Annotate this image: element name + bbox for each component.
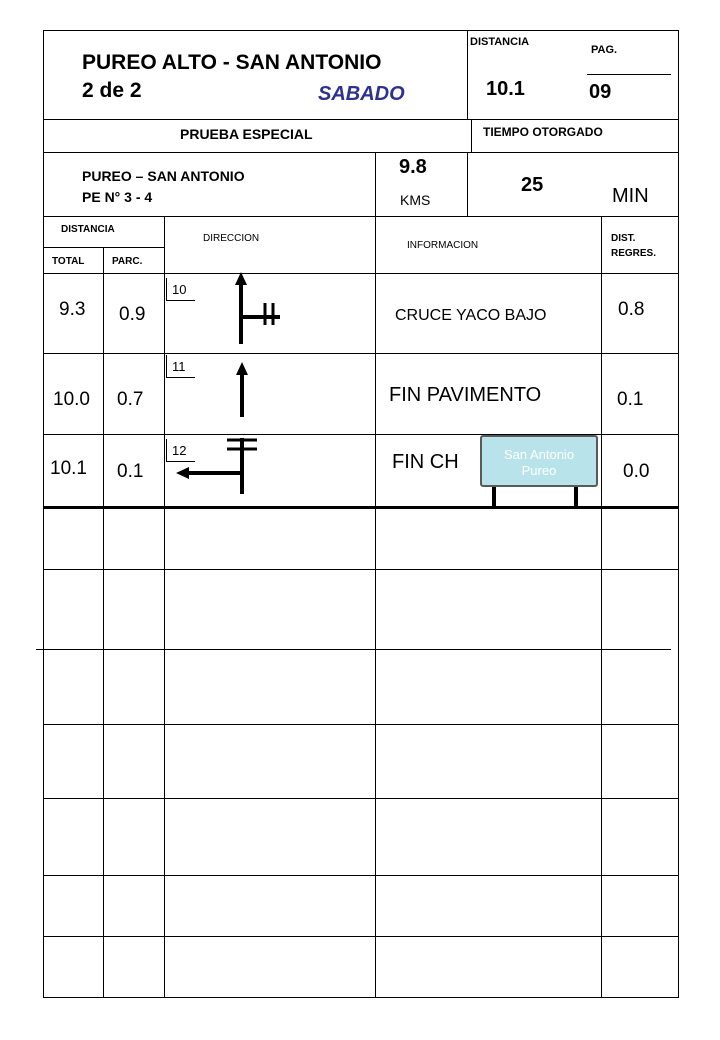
col-direction: DIRECCION xyxy=(203,233,260,244)
col-partial: PARC. xyxy=(112,256,143,267)
time-label: TIEMPO OTORGADO xyxy=(483,125,603,139)
stage-km: 9.8 xyxy=(399,156,427,178)
col-information: INFORMACION xyxy=(407,240,479,251)
straight-arrow-icon xyxy=(222,360,262,430)
partial-distance: 0.9 xyxy=(119,304,146,325)
instruction-number: 11 xyxy=(172,359,186,374)
title-line2: 2 de 2 xyxy=(82,79,142,102)
page-label: PAG. xyxy=(591,44,618,56)
col-remaining-line1: DIST. xyxy=(611,233,636,244)
total-distance: 10.0 xyxy=(53,389,90,410)
km-unit: KMS xyxy=(400,192,431,208)
instruction-number: 12 xyxy=(172,443,187,458)
remaining-distance: 0.1 xyxy=(617,389,644,410)
stage-name: PUREO – SAN ANTONIO xyxy=(82,168,245,184)
instruction-number-box xyxy=(166,355,195,378)
instruction-number-box xyxy=(166,278,195,301)
stage-code: PE N° 3 - 4 xyxy=(82,189,153,205)
sign-post-right xyxy=(574,487,578,506)
instruction-number: 10 xyxy=(172,282,187,297)
remaining-distance: 0.0 xyxy=(623,461,650,482)
straight-with-crossing-icon xyxy=(220,270,300,350)
page-value: 09 xyxy=(589,81,612,103)
col-distance: DISTANCIA xyxy=(61,224,115,235)
time-unit: MIN xyxy=(612,185,649,207)
sign-line1: San Antonio xyxy=(503,447,575,462)
total-distance: 10.1 xyxy=(50,458,87,479)
info-text: FIN CH xyxy=(392,451,459,473)
partial-distance: 0.7 xyxy=(117,389,144,410)
partial-distance: 0.1 xyxy=(117,461,144,482)
col-remaining-line2: REGRES. xyxy=(611,248,657,259)
total-distance: 9.3 xyxy=(59,299,86,320)
time-value: 25 xyxy=(521,174,544,196)
sign-line2: Pureo xyxy=(521,463,557,478)
info-text: FIN PAVIMENTO xyxy=(389,384,542,406)
col-total: TOTAL xyxy=(52,256,85,267)
day-label: SABADO xyxy=(318,83,405,105)
title-line1: PUREO ALTO - SAN ANTONIO xyxy=(82,51,382,74)
road-sign xyxy=(480,435,598,487)
remaining-distance: 0.8 xyxy=(618,299,645,320)
distance-value: 10.1 xyxy=(486,78,525,100)
section-label: PRUEBA ESPECIAL xyxy=(180,126,313,142)
sign-post-left xyxy=(492,487,496,506)
info-text: CRUCE YACO BAJO xyxy=(395,307,547,324)
turn-left-icon xyxy=(172,434,262,499)
distance-label: DISTANCIA xyxy=(470,36,530,48)
